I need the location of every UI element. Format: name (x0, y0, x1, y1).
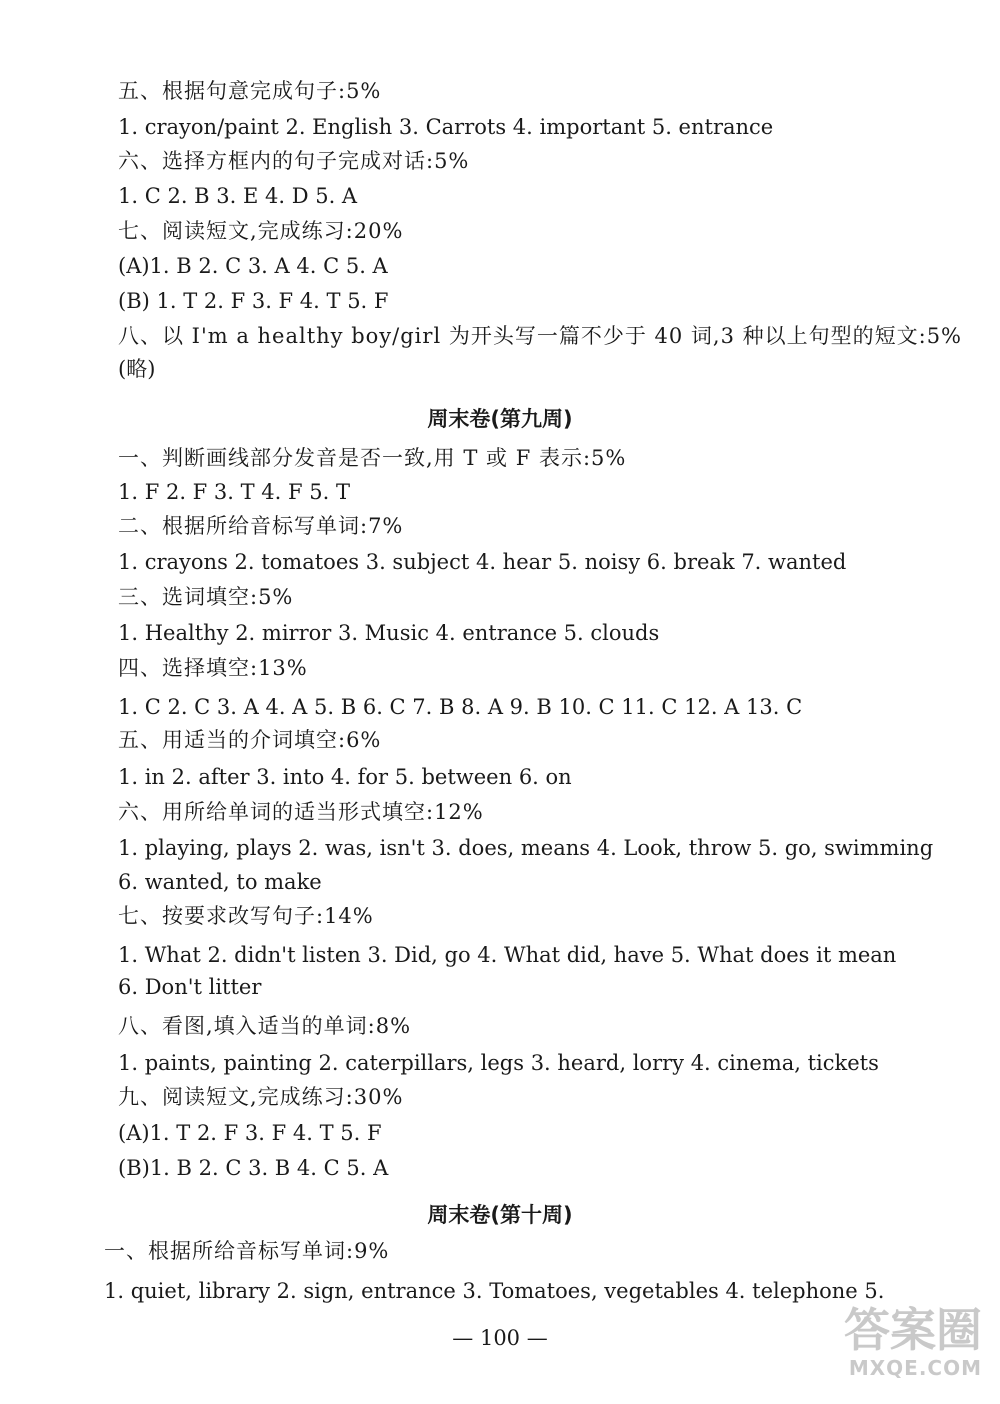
section-heading: 六、选择方框内的句子完成对话:5% (118, 149, 470, 173)
answer-line: (A)1. B 2. C 3. A 4. C 5. A (118, 254, 388, 278)
watermark-text: 答案圈 (844, 1303, 982, 1357)
answer-line: 1. C 2. C 3. A 4. A 5. B 6. C 7. B 8. A 9. B 10. C 11. C 12. A 13. C (118, 695, 803, 719)
answer-line: 1. playing, plays 2. was, isn't 3. does, means 4. Look, throw 5. go, swimming (118, 836, 934, 860)
week10-title: 周末卷(第十周) (427, 1203, 573, 1227)
answer-line: 6. Don't litter (118, 975, 262, 999)
section-heading: 五、根据句意完成句子:5% (118, 79, 382, 103)
section-heading: 七、阅读短文,完成练习:20% (118, 219, 404, 243)
answer-line: 1. F 2. F 3. T 4. F 5. T (118, 480, 350, 504)
section-heading: 一、判断画线部分发音是否一致,用 T 或 F 表示:5% (118, 446, 627, 470)
page-number: — 100 — (452, 1326, 548, 1350)
section-heading: 九、阅读短文,完成练习:30% (118, 1085, 404, 1109)
section-heading: 六、用所给单词的适当形式填空:12% (118, 800, 484, 824)
section-heading: 二、根据所给音标写单词:7% (118, 514, 404, 538)
section-heading: 七、按要求改写句子:14% (118, 904, 374, 928)
answer-line: 1. crayon/paint 2. English 3. Carrots 4. important 5. entrance (118, 115, 774, 139)
answer-line: 1. crayons 2. tomatoes 3. subject 4. hear 5. noisy 6. break 7. wanted (118, 550, 847, 574)
answer-line: 1. in 2. after 3. into 4. for 5. between 6. on (118, 765, 572, 789)
answer-line: 6. wanted, to make (118, 870, 322, 894)
section-heading: 四、选择填空:13% (118, 656, 308, 680)
answer-line: (A)1. T 2. F 3. F 4. T 5. F (118, 1121, 382, 1145)
section-heading: 五、用适当的介词填空:6% (118, 728, 382, 752)
section-heading: 八、以 I'm a healthy boy/girl 为开头写一篇不少于 40 词,3 种以上句型的短文:5% (118, 324, 963, 348)
answer-line: 1. C 2. B 3. E 4. D 5. A (118, 184, 358, 208)
answer-line: (B)1. B 2. C 3. B 4. C 5. A (118, 1156, 389, 1180)
week9-title: 周末卷(第九周) (427, 407, 573, 431)
watermark-logo (832, 1304, 982, 1390)
answer-line: 1. What 2. didn't listen 3. Did, go 4. What did, have 5. What does it mean (118, 943, 897, 967)
answer-line: 1. quiet, library 2. sign, entrance 3. Tomatoes, vegetables 4. telephone 5. (104, 1279, 885, 1303)
answer-line: (B) 1. T 2. F 3. F 4. T 5. F (118, 289, 389, 313)
answer-line: 1. paints, painting 2. caterpillars, legs 3. heard, lorry 4. cinema, tickets (118, 1051, 879, 1075)
answer-line: 1. Healthy 2. mirror 3. Music 4. entrance 5. clouds (118, 621, 660, 645)
answer-line: (略) (118, 357, 156, 381)
section-heading: 八、看图,填入适当的单词:8% (118, 1014, 412, 1038)
watermark-url: MXQE.COM (848, 1356, 982, 1380)
section-heading: 三、选词填空:5% (118, 585, 294, 609)
section-heading: 一、根据所给音标写单词:9% (104, 1239, 390, 1263)
